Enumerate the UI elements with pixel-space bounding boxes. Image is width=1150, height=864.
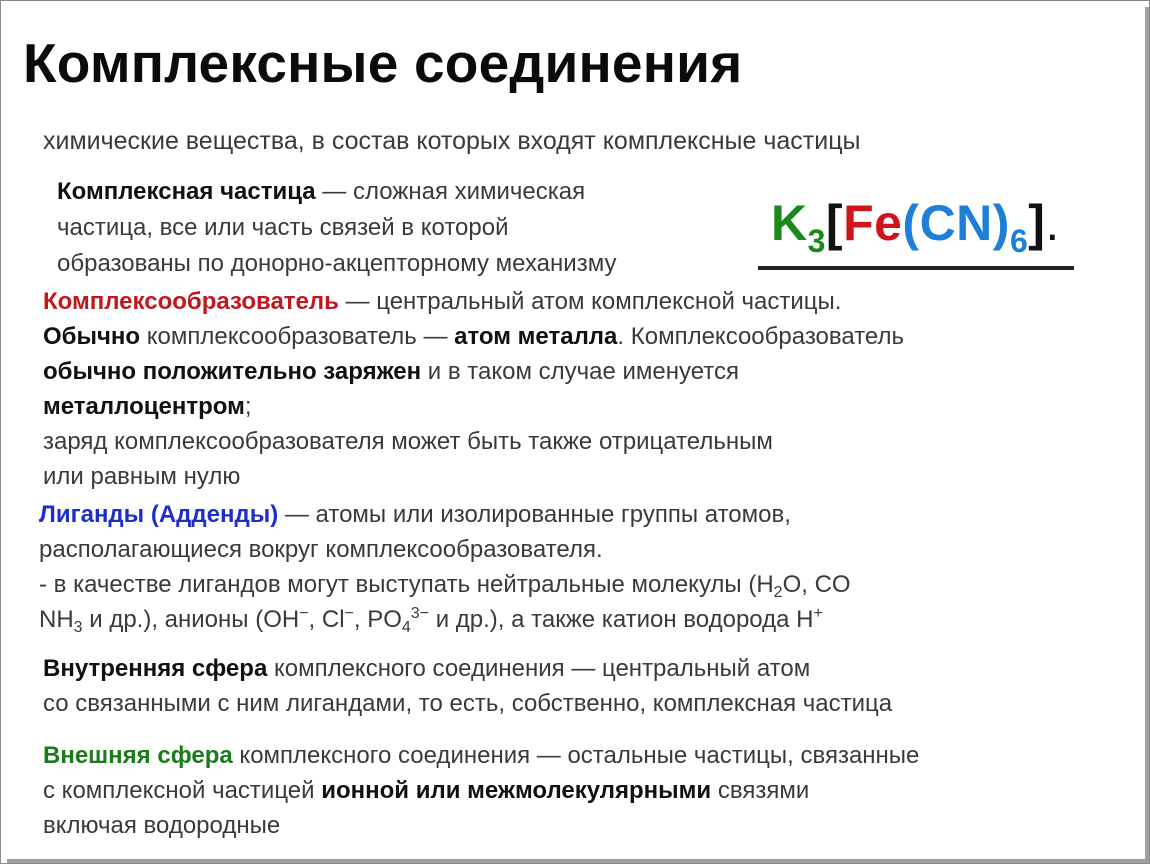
outer-sphere-text-2a: с комплексной частицей <box>43 777 322 804</box>
complex-particle-text-2: частица, все или часть связей в которой <box>57 214 509 241</box>
ligands-text-3a: - в качестве лигандов могут выступать нейтральные молекулы (H <box>39 571 774 598</box>
ligands-text-4e: и др.), а также катион водорода H <box>429 606 814 633</box>
inner-sphere-term: Внутренняя сфера <box>43 655 268 682</box>
ligands-nh3-subscript: 3 <box>73 619 83 636</box>
outer-sphere-text-2c: связями <box>711 777 810 804</box>
slide-shadow-bottom <box>7 859 1149 863</box>
complex-particle-definition <box>57 174 616 282</box>
formula-dot: . <box>1045 195 1060 251</box>
formula-cn-subscript: 6 <box>1009 223 1029 259</box>
slide-shadow-right <box>1145 7 1149 863</box>
ligands-text-4b: и др.), анионы (OH <box>82 606 300 633</box>
ligands-text-3b: O, CO <box>782 571 851 598</box>
inner-sphere-text-1: комплексного соединения — центральный атом <box>267 655 811 682</box>
slide-subtitle: химические вещества, в состав которых входят комплексные частицы <box>43 127 861 155</box>
complex-particle-text-1: — сложная химическая <box>315 178 586 205</box>
complex-particle-term: Комплексная частица <box>57 178 316 205</box>
complexing-bold-positive: обычно положительно заряжен <box>43 358 422 385</box>
ligands-h2o-subscript: 2 <box>773 584 783 601</box>
formula-right-paren: ) <box>992 195 1010 251</box>
outer-sphere-definition <box>43 738 919 843</box>
complex-particle-text-3: образованы по донорно-акцепторному механизму <box>57 250 617 277</box>
complexing-text-2a: комплексообразователь — <box>140 323 455 350</box>
ligands-cl-charge: − <box>344 605 354 622</box>
formula-right-bracket: ] <box>1028 195 1046 251</box>
inner-sphere-text-2: со связанными с ним лигандами, то есть, собственно, комплексная частица <box>43 690 893 717</box>
chemical-formula <box>771 194 1060 259</box>
outer-sphere-text-3: включая водородные <box>43 812 281 839</box>
ligands-po4-charge: 3− <box>410 605 430 622</box>
complexing-agent-definition <box>43 284 904 494</box>
ligands-po4-subscript: 4 <box>401 619 411 636</box>
formula-k: K <box>771 195 808 251</box>
complexing-text-6: или равным нулю <box>43 463 241 490</box>
outer-sphere-text-1: комплексного соединения — остальные частицы, связанные <box>232 742 920 769</box>
complexing-text-3: и в таком случае именуется <box>421 358 740 385</box>
complexing-bold-usually: Обычно <box>43 323 141 350</box>
complexing-text-2b: . Комплексообразователь <box>617 323 904 350</box>
ligands-definition <box>39 497 851 637</box>
formula-k-subscript: 3 <box>807 223 826 259</box>
formula-fe: Fe <box>843 195 903 251</box>
ligands-term: Лиганды (Адденды) <box>39 501 279 528</box>
ligands-text-4a: NH <box>39 606 74 633</box>
formula-left-bracket: [ <box>825 195 844 251</box>
ligands-text-4d: , PO <box>353 606 402 633</box>
formula-underline <box>758 266 1074 270</box>
outer-sphere-bold-bonds: ионной или межмолекулярными <box>321 777 712 804</box>
complexing-agent-term: Комплексообразователь <box>43 288 339 315</box>
outer-sphere-term: Внешняя сфера <box>43 742 233 769</box>
ligands-oh-charge: − <box>299 605 309 622</box>
ligands-text-4c: , Cl <box>308 606 345 633</box>
slide-title: Комплексные соединения <box>23 32 743 94</box>
inner-sphere-definition <box>43 651 892 721</box>
formula-left-paren: ( <box>902 195 920 251</box>
complexing-text-5: заряд комплексообразователя может быть также отрицательным <box>43 428 773 455</box>
ligands-h-charge: + <box>813 605 823 622</box>
formula-cn: CN <box>919 195 993 251</box>
ligands-text-2: располагающиеся вокруг комплексообразователя. <box>39 536 603 563</box>
complexing-bold-metallocenter: металлоцентром <box>43 393 245 420</box>
ligands-text-1: — атомы или изолированные группы атомов, <box>278 501 791 528</box>
complexing-agent-text-1: — центральный атом комплексной частицы. <box>338 288 842 315</box>
complexing-bold-metal-atom: атом металла <box>454 323 618 350</box>
complexing-text-4: ; <box>244 393 252 420</box>
